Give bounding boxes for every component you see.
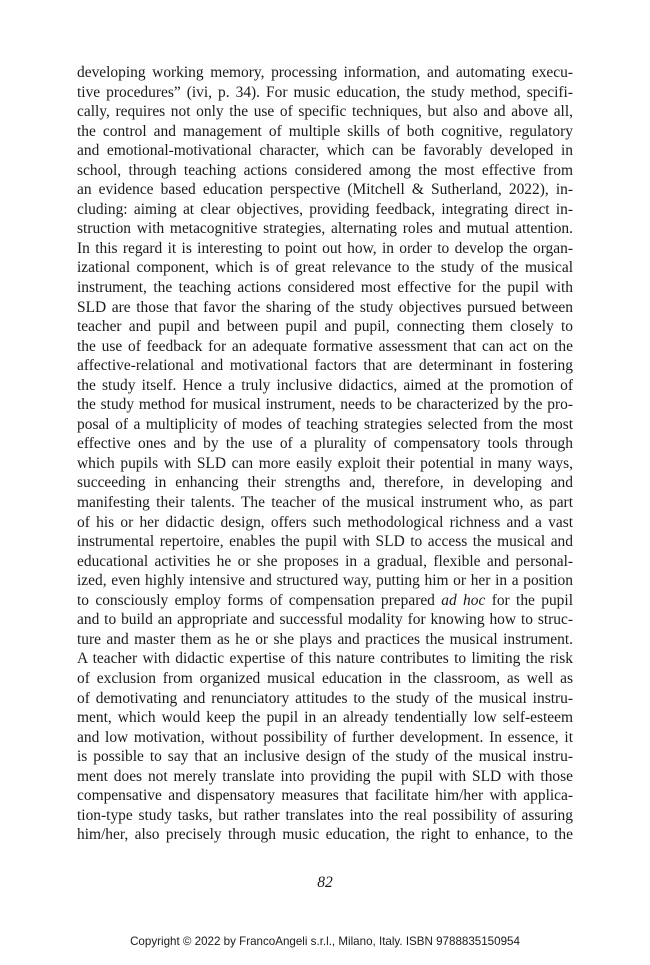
text-line: instrumental repertoire, enables the pupil with SLD to access the musical and xyxy=(77,533,573,551)
text-line: struction with metacognitive strategies, alternating roles and mutual attention. xyxy=(77,220,573,238)
text-line: SLD are those that favor the sharing of the study objectives pursued between xyxy=(77,298,573,316)
text-line: the use of feedback for an adequate formative assessment that can act on the xyxy=(77,337,573,355)
text-line: which pupils with SLD can more easily exploit their potential in many ways, xyxy=(77,454,573,472)
text-line: tive procedures” (ivi, p. 34). For music education, the study method, specifi- xyxy=(77,83,573,101)
text-line: ment does not merely translate into providing the pupil with SLD with those xyxy=(77,767,573,785)
text-line: affective-relational and motivational factors that are determinant in fostering xyxy=(77,357,573,375)
text-line: of his or her didactic design, offers such methodological richness and a vast xyxy=(77,513,573,531)
text-line: and emotional-motivational character, which can be favorably developed in xyxy=(77,142,573,160)
text-line: effective ones and by the use of a plurality of compensatory tools through xyxy=(77,435,573,453)
text-run: for the pupil xyxy=(485,591,573,609)
text-line: of demotivating and renunciatory attitudes to the study of the musical instru- xyxy=(77,689,573,707)
text-line: A teacher with didactic expertise of this nature contributes to limiting the risk xyxy=(77,650,573,668)
text-line: In this regard it is interesting to point out how, in order to develop the organ- xyxy=(77,239,573,257)
text-line: succeeding in enhancing their strengths and, therefore, in developing and xyxy=(77,474,573,492)
body-paragraph xyxy=(77,63,573,845)
text-line: compensative and dispensatory measures that facilitate him/her with applica- xyxy=(77,787,573,805)
text-line: ment, which would keep the pupil in an already tendentially low self-esteem xyxy=(77,709,573,727)
text-line: manifesting their talents. The teacher of the musical instrument who, as part xyxy=(77,494,573,512)
text-line: developing working memory, processing information, and automating execu- xyxy=(77,64,573,81)
copyright-footer: Copyright © 2022 by FrancoAngeli s.r.l., Milano, Italy. ISBN 9788835150954 xyxy=(130,935,520,948)
text-line: cally, requires not only the use of specific techniques, but also and above all, xyxy=(77,103,573,121)
text-line: ized, even highly intensive and structured way, putting him or her in a position xyxy=(77,572,573,590)
text-line: posal of a multiplicity of modes of teaching strategies selected from the most xyxy=(77,415,573,433)
text-line: the study itself. Hence a truly inclusive didactics, aimed at the promotion of xyxy=(77,376,573,394)
text-line: and to build an appropriate and successful modality for knowing how to struc- xyxy=(77,611,573,629)
text-line: is possible to say that an inclusive design of the study of the musical instru- xyxy=(77,748,573,766)
text-line: izational component, which is of great relevance to the study of the musical xyxy=(77,259,573,277)
text-run: to consciously employ forms of compensation prepared xyxy=(77,591,442,609)
text-line: him/her, also precisely through music education, the right to enhance, to the xyxy=(77,826,573,844)
text-line: an evidence based education perspective (Mitchell & Sutherland, 2022), in- xyxy=(77,181,573,199)
text-line: school, through teaching actions considered among the most effective from xyxy=(77,161,573,179)
text-line: teacher and pupil and between pupil and pupil, connecting them closely to xyxy=(77,318,573,336)
page-number: 82 xyxy=(317,874,333,891)
text-line: tion-type study tasks, but rather translates into the real possibility of assuring xyxy=(77,806,573,824)
italic-term: ad hoc xyxy=(441,591,486,609)
text-line: the control and management of multiple skills of both cognitive, regulatory xyxy=(77,122,573,140)
text-line: educational activities he or she proposes in a gradual, flexible and personal- xyxy=(77,552,573,570)
text-line: instrument, the teaching actions considered most effective for the pupil with xyxy=(77,279,573,297)
text-line: cluding: aiming at clear objectives, providing feedback, integrating direct in- xyxy=(77,200,573,218)
text-line: of exclusion from organized musical education in the classroom, as well as xyxy=(77,669,573,687)
text-line-adhoc xyxy=(77,591,573,611)
text-line: and low motivation, without possibility of further development. In essence, it xyxy=(77,728,573,746)
text-line: ture and master them as he or she plays and practices the musical instrument. xyxy=(77,630,573,648)
text-line: the study method for musical instrument, needs to be characterized by the pro- xyxy=(77,396,573,414)
